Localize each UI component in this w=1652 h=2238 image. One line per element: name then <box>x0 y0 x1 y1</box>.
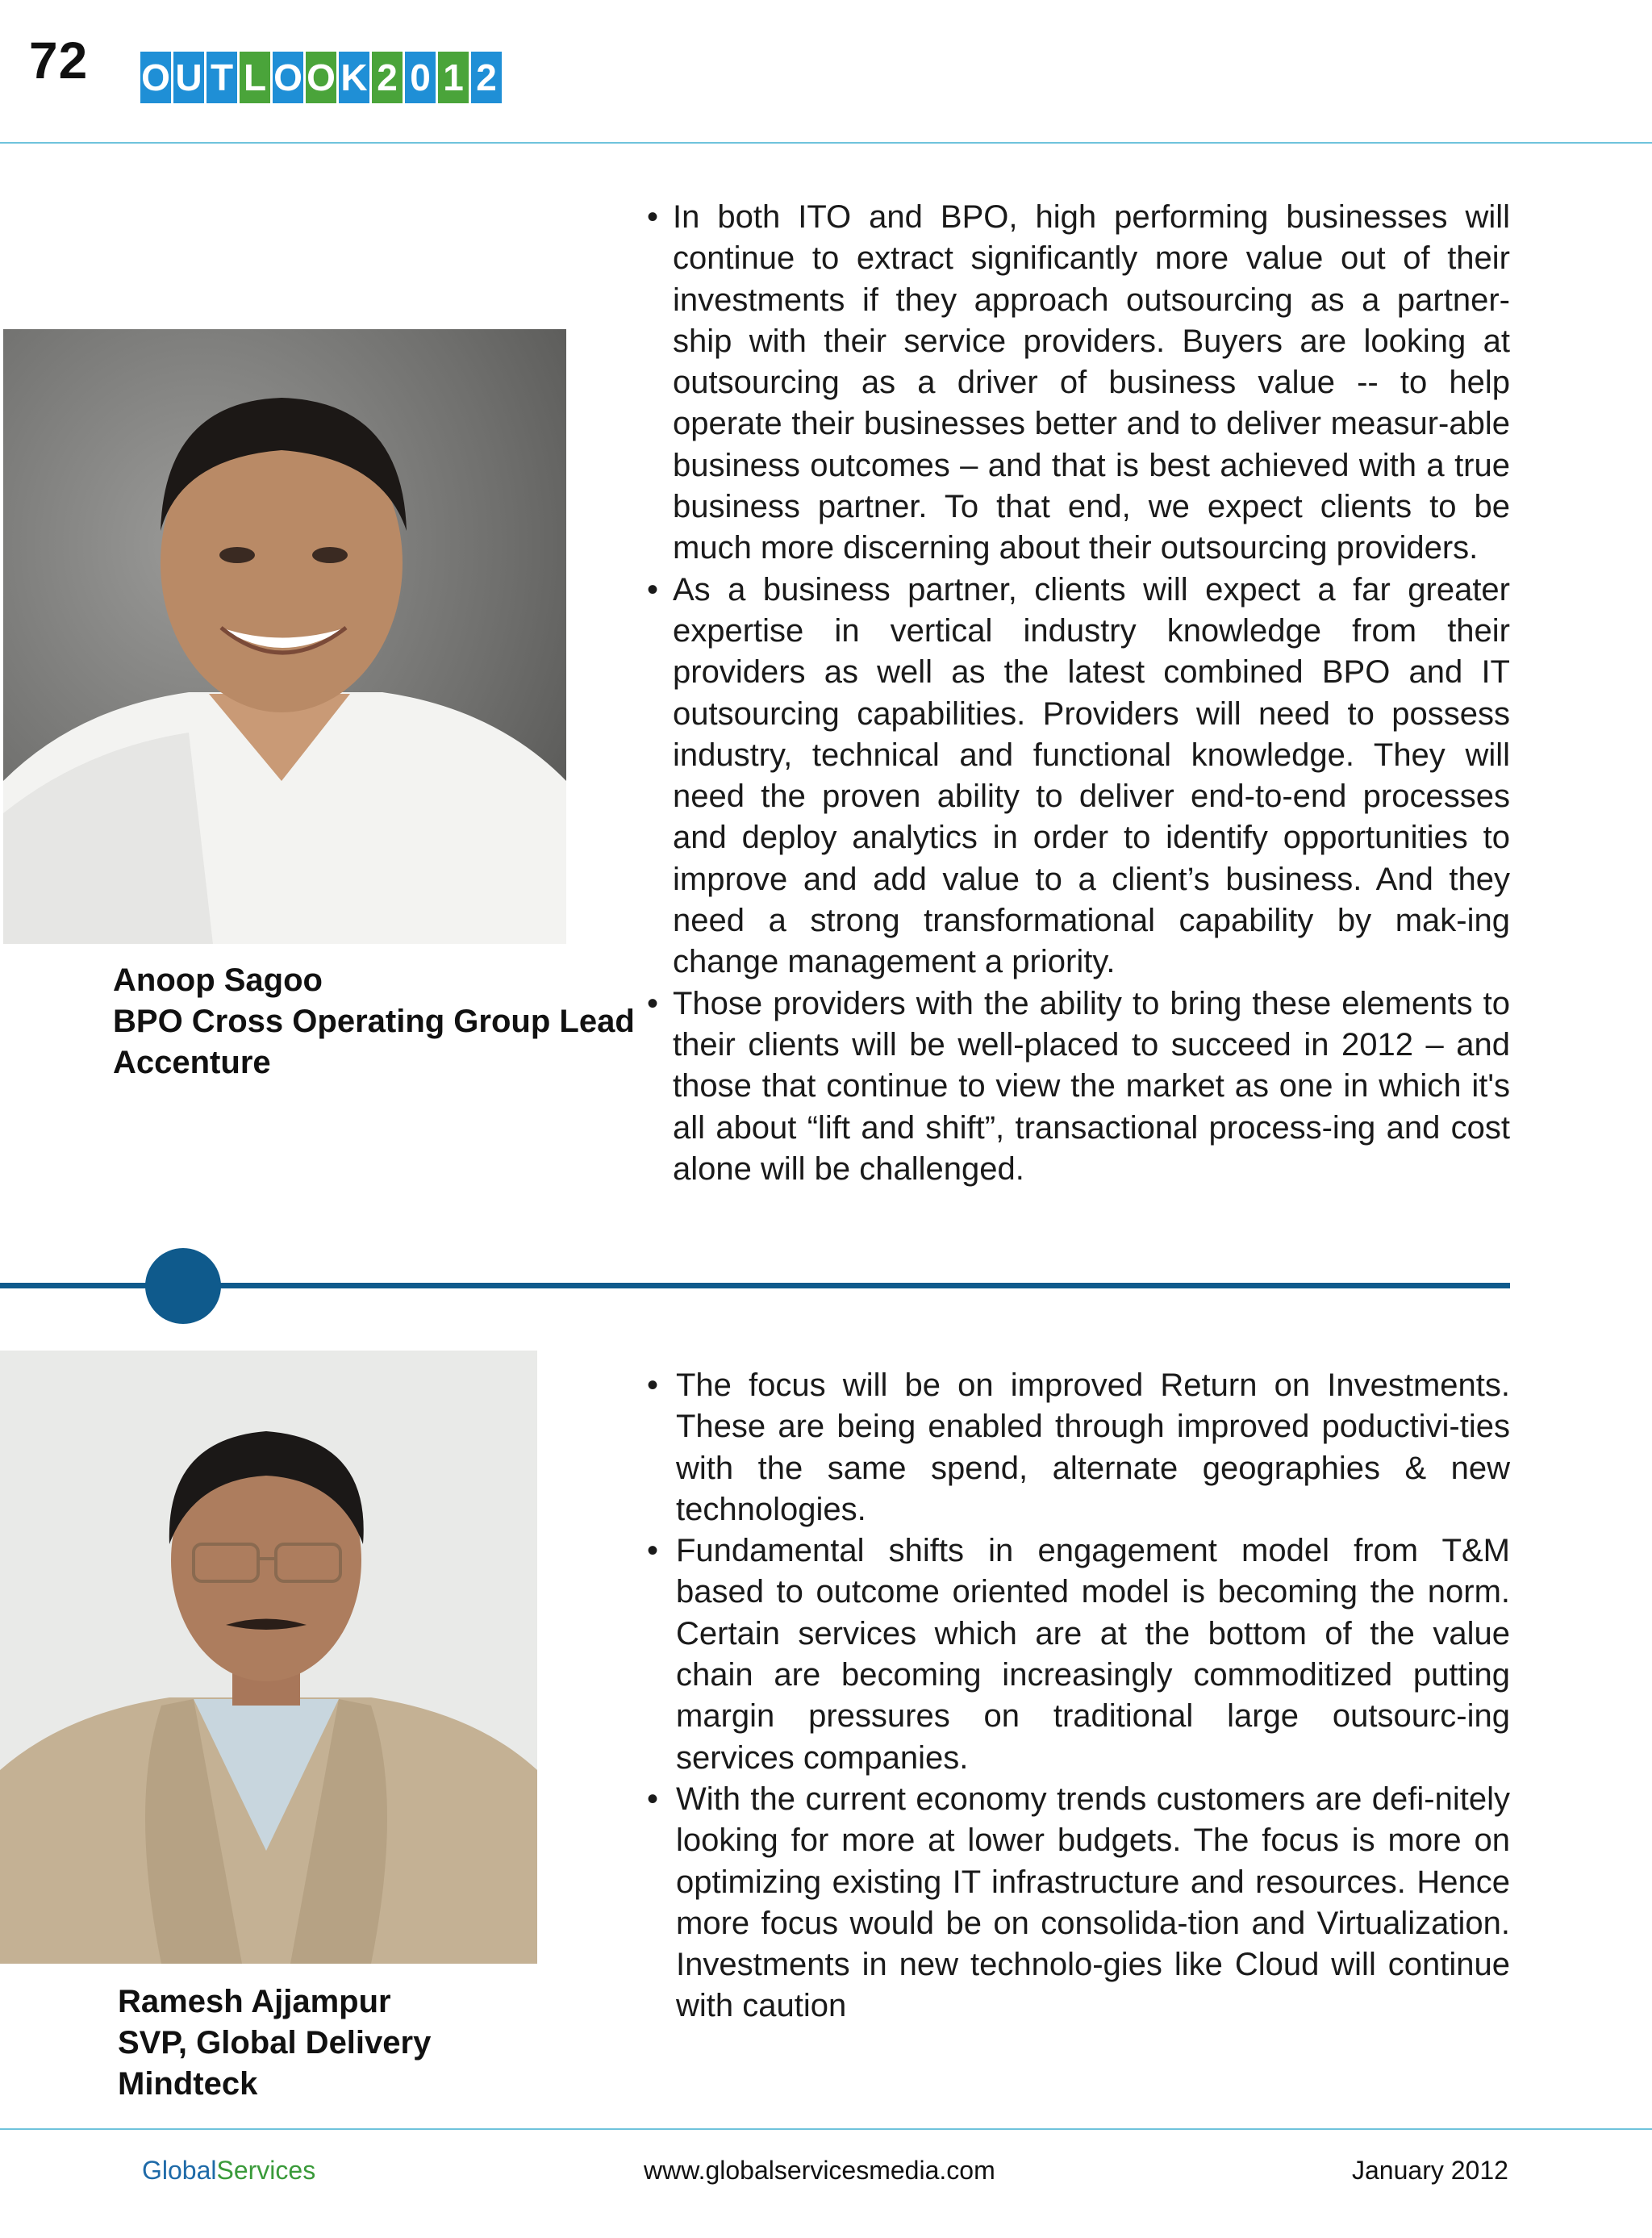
page-number: 72 <box>29 31 89 90</box>
banner-letter: L <box>240 52 270 103</box>
portrait-ramesh-ajjampur <box>0 1351 537 1964</box>
bullet-icon: • <box>647 571 659 608</box>
bullet-icon: • <box>647 985 659 1021</box>
list-item <box>645 1530 1510 1779</box>
brand-services: Services <box>216 2156 316 2185</box>
person-name: Anoop Sagoo <box>113 962 323 998</box>
bullet-icon: • <box>647 1367 659 1403</box>
footer-brand <box>142 2156 315 2186</box>
banner-letter: 0 <box>405 52 436 103</box>
person-name: Ramesh Ajjampur <box>118 1984 391 2019</box>
banner-letter: 1 <box>438 52 469 103</box>
bullet-icon: • <box>647 1533 659 1569</box>
footer-date: January 2012 <box>1352 2156 1508 2185</box>
list-item-text: With the current economy trends customers are defi-nitely looking for more at lower budgets. The focus is more on optimizing existing IT infrastructure and resources. Hence more focus would be on consolida-tion and Virtualization. Investments in new technolo-gies like Cloud will continue with caution <box>676 1781 1510 2024</box>
brand-global: Global <box>142 2156 217 2185</box>
person-company: Accenture <box>113 1045 271 1080</box>
banner-letter: T <box>206 52 237 103</box>
banner-letter: 2 <box>372 52 403 103</box>
section-divider <box>0 1283 1510 1288</box>
person-caption <box>113 960 635 1084</box>
list-item <box>645 1779 1510 2027</box>
bullet-list <box>645 1365 1510 2027</box>
list-item <box>645 197 1510 570</box>
person-title: SVP, Global Delivery <box>118 2025 432 2061</box>
banner-letter: 2 <box>471 52 502 103</box>
list-item-text: As a business partner, clients will expect a far greater expertise in vertical industry knowledge from their providers as well as the latest combined BPO and IT outsourcing capabilities. Providers will need to possess industry, technical and functional knowledge. They will need the proven ability to deliver end-to-end processes and deploy analytics in order to identify opportunities to improve and add value to a client’s business. And they need a strong transformational capability by mak-ing change management a priority. <box>673 571 1510 980</box>
divider-dot-icon <box>145 1248 221 1324</box>
bullet-list <box>645 197 1510 1190</box>
bullet-icon: • <box>647 1781 659 1817</box>
banner-letter: K <box>339 52 369 103</box>
footer-rule <box>0 2128 1652 2130</box>
list-item <box>645 983 1510 1190</box>
list-item-text: The focus will be on improved Return on Investments. These are being enabled through improved poductivi-ties with the same spend, alternate geographies & new technologies. <box>676 1367 1510 1527</box>
outlook-2012-banner <box>140 52 504 103</box>
banner-letter: O <box>306 52 336 103</box>
banner-letter: U <box>173 52 204 103</box>
header-rule <box>0 142 1652 144</box>
list-item <box>645 570 1510 983</box>
person-company: Mindteck <box>118 2066 258 2102</box>
bullet-icon: • <box>647 199 659 235</box>
list-item-text: Fundamental shifts in engagement model from T&M based to outcome oriented model is becoming the norm. Certain services which are at the bottom of the value chain are becoming increasingly commoditized putting margin pressures on traditional large outsourc-ing services companies. <box>676 1533 1510 1776</box>
list-item <box>645 1365 1510 1530</box>
footer-url: www.globalservicesmedia.com <box>644 2156 995 2185</box>
banner-letter: O <box>140 52 171 103</box>
list-item-text: Those providers with the ability to bring these elements to their clients will be well-placed to succeed in 2012 – and those that continue to view the market as one in which it's all about “lift and shift”, transactional process-ing and cost alone will be challenged. <box>673 985 1510 1187</box>
person-caption <box>118 1981 431 2105</box>
list-item-text: In both ITO and BPO, high performing businesses will continue to extract significantly more value out of their investments if they approach outsourcing as a partner-ship with their service providers. Buyers are looking at outsourcing as a driver of business value -- to help operate their businesses better and to deliver measur-able business outcomes – and that is best achieved with a true business partner. To that end, we expect clients to be much more discerning about their outsourcing providers. <box>673 199 1510 566</box>
person-title: BPO Cross Operating Group Lead <box>113 1004 635 1039</box>
banner-letter: O <box>273 52 303 103</box>
portrait-anoop-sagoo <box>3 329 566 944</box>
